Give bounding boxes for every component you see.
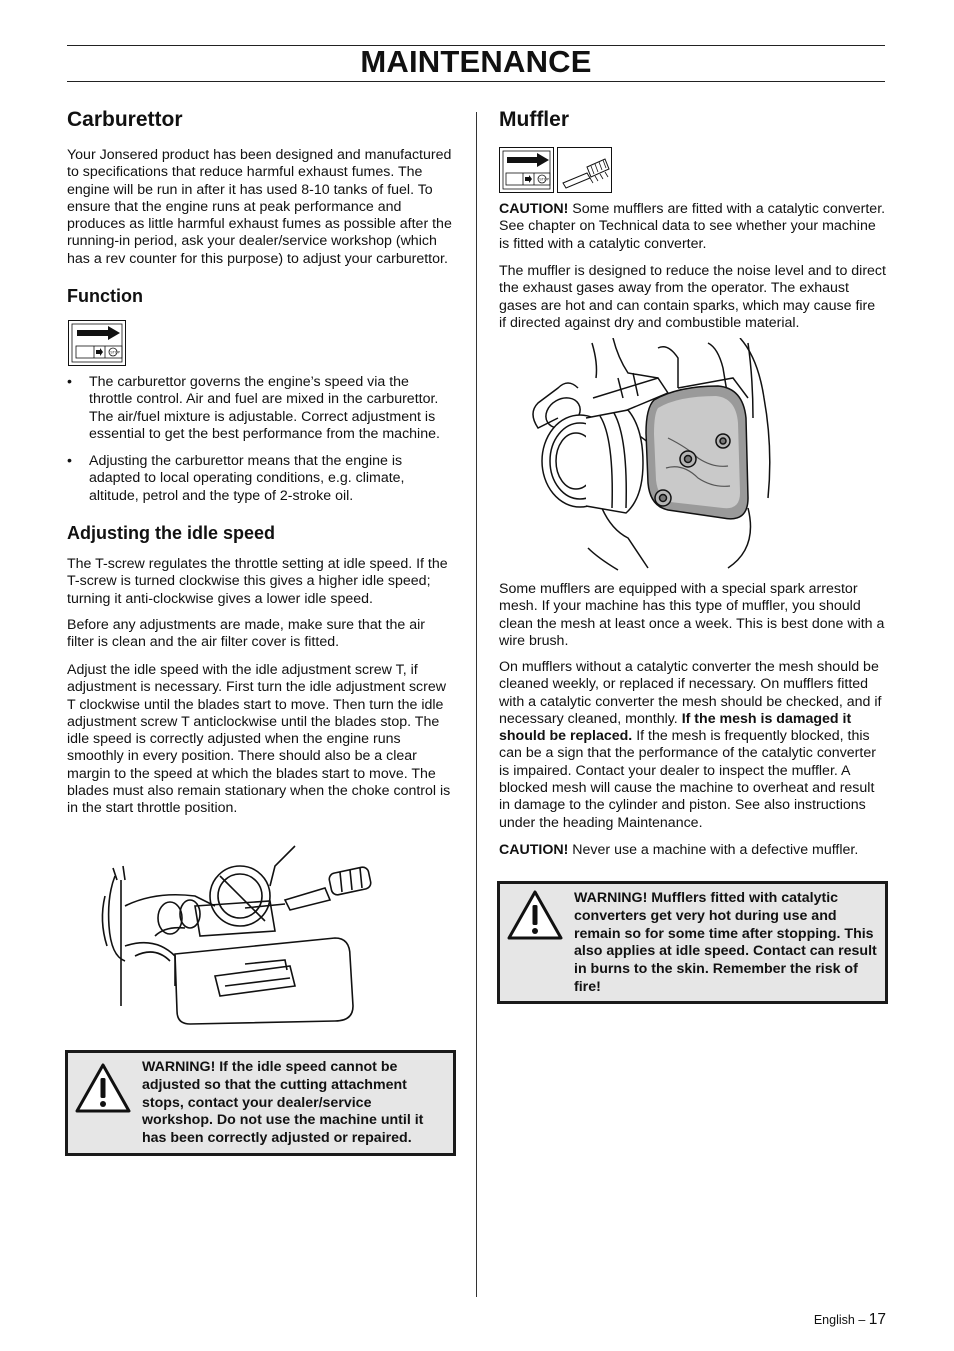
column-divider [476,112,477,1297]
warning-text: WARNING! Mufflers fitted with catalytic converters get very hot during use and remain so for some time after stopping. This also applies at idle speed. Contact can result in burns to the skin. Remember the risk of fire! [574,890,877,995]
idle-para-3: Adjust the idle speed with the idle adjustment screw T, if adjustment is necessary. First turn the idle adjustment screw T clockwise until the blades start to move. Then turn the idle adjustment screw T anticlockwise until the blades stop. The idle speed is correctly adjusted when the engine runs smoothly in every position. There should also be a clear margin to the speed at which the blades start to move. The blades must also remain stationary when the choke control is in the start throttle position. [67,662,451,817]
idle-para-1: The T-screw regulates the throttle setting at idle speed. If the T-screw is turned clockwise this gives a higher idle speed; turning it anti-clockwise gives a lower idle speed. [67,556,448,607]
bullet-dot: • [67,374,72,390]
muffler-warning [497,881,888,1004]
header-bottom-rule [67,81,885,82]
warning-triangle-icon [74,1062,132,1114]
warning-triangle-icon [506,889,564,941]
page-footer [814,1311,886,1329]
footer-separator: – [858,1313,866,1327]
muffler-para-2: Some mufflers are equipped with a special spark arrestor mesh. If your machine has this type of muffler, you should clean the mesh at least once a week. This is best done with a wire brush. [499,581,885,649]
arrow-instruction-icon [499,147,554,193]
bullet-dot: • [67,453,72,469]
warning-text: WARNING! If the idle speed cannot be adjusted so that the cutting attachment stops, contact your dealer/service workshop. Do not use the machine until it has been correctly adjusted or repaired. [142,1059,424,1147]
caution-label: CAUTION! [499,201,569,217]
footer-language: English [813,1313,855,1327]
bullet-text: The carburettor governs the engine’s speed via the throttle control. Air and fuel are mixed in the carburettor. The air/fuel mixture is adjustable. Correct adjustment is essential to get the best performance from the machine. [89,374,440,442]
svg-text:STOP: STOP [539,177,550,182]
muffler-illustration [518,338,788,576]
bullet-text: Adjusting the carburettor means that the engine is adapted to local operating conditions, e.g. climate, altitude, petrol and the type of 2-stroke oil. [89,453,405,504]
carburettor-heading: Carburettor [67,108,183,131]
wire-brush-icon [557,147,612,193]
idle-para-2: Before any adjustments are made, make sure that the air filter is clean and the air filter cover is fitted. [67,617,426,651]
muffler-para-3 [499,659,886,832]
idle-speed-warning [65,1050,456,1156]
muffler-caution-2 [499,842,886,859]
caution-text: Never use a machine with a defective muffler. [568,842,859,858]
carburettor-intro: Your Jonsered product has been designed and manufactured to specifications that reduce harmful exhaust fumes. The engine will be run in after it has used 8-10 tanks of fuel. To ensure that the engine runs at peak performance and produces as little harmful exhaust fumes as possible after the running-in period, ask your dealer/service workshop (which has a rev counter for this purpose) to adjust your carburettor. [67,147,452,267]
page-title: MAINTENANCE [360,44,592,79]
para-text: On mufflers without a catalytic converter the mesh should be cleaned weekly, or replaced if necessary. On mufflers fitted with a catalytic converter the mesh should be checked, and if necessary cleaned, monthly. [499,659,882,727]
function-heading: Function [67,286,143,306]
arrow-instruction-icon [68,320,126,366]
page-number: 17 [868,1311,886,1328]
muffler-caution-1 [499,201,886,253]
caution-text: Some mufflers are fitted with a catalytic converter. See chapter on Technical data to see whether your machine is fitted with a catalytic converter. [499,201,886,252]
idle-speed-heading: Adjusting the idle speed [67,523,276,543]
carburettor-screwdriver-illustration [95,836,385,1026]
caution-label: CAUTION! [499,842,569,858]
svg-text:STOP: STOP [110,350,121,355]
para-text: If the mesh is frequently blocked, this can be a sign that the performance of the catalytic converter is impaired. Contact your dealer to inspect the muffler. A blocked mesh will cause the machine to overheat and result in damage to the cylinder and piston. See also instructions under the heading Maintenance. [499,728,876,831]
muffler-heading: Muffler [499,108,569,131]
muffler-para-1: The muffler is designed to reduce the noise level and to direct the exhaust gases away from the operator. The exhaust gases are hot and can contain sparks, which may cause fire if directed against dry and combustible material. [499,263,886,331]
para-bold-text: If the mesh is damaged it should be replaced. [499,710,852,745]
